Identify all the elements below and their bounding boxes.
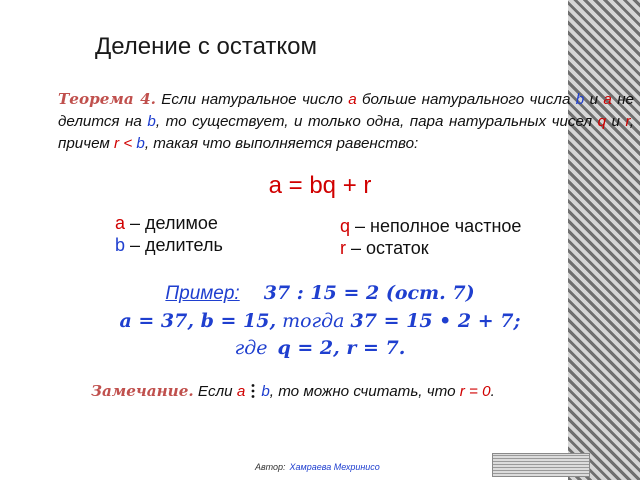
def-symbol-r: r — [340, 238, 346, 258]
remark-var-a: a — [236, 383, 246, 400]
definition-quotient — [340, 215, 521, 237]
theorem-part: и — [606, 113, 626, 130]
def-symbol-b: b — [115, 235, 126, 255]
theorem-text — [58, 88, 634, 155]
theorem-var-r: r — [625, 113, 630, 130]
definitions-right — [340, 215, 521, 259]
remark-part: Если — [193, 383, 237, 400]
decorative-lines-box — [492, 453, 590, 477]
divisibility-dots-icon — [250, 383, 256, 399]
def-text-divisor: – делитель — [125, 235, 223, 255]
theorem-var-a: a — [603, 91, 612, 108]
remark-part: . — [490, 383, 495, 400]
author-name: Хамраева Мехринисо — [289, 462, 380, 472]
author-label: Автор: — [255, 462, 286, 472]
example-word-where: где — [234, 337, 268, 359]
slide-title: Деление с остатком — [95, 33, 317, 60]
example-label: Пример: — [165, 283, 240, 304]
example-line-2 — [0, 310, 640, 332]
definition-remainder — [340, 237, 521, 259]
theorem-less-than: < — [119, 135, 137, 152]
decorative-stripe — [568, 0, 640, 480]
author-credit — [255, 462, 380, 472]
remark-r-zero: r = 0 — [459, 383, 491, 400]
definition-divisor — [115, 234, 223, 256]
theorem-var-a: a — [348, 91, 357, 108]
theorem-var-r: r — [114, 135, 120, 152]
def-symbol-q: q — [340, 216, 351, 236]
remark-var-b: b — [261, 383, 270, 400]
theorem-var-b: b — [136, 135, 145, 152]
example-line-1 — [0, 282, 640, 305]
theorem-part: Если натуральное число — [155, 91, 349, 108]
example-equation: 37 : 15 = 2 (ост. 7) — [263, 282, 475, 304]
definition-dividend — [115, 212, 223, 234]
theorem-heading: Теорема 4. — [58, 90, 156, 108]
def-text-remainder: – остаток — [346, 238, 429, 258]
example-values: a = 37, b = 15, — [119, 310, 277, 332]
example-word-then: тогда — [282, 310, 345, 332]
def-text-quotient: – неполное частное — [350, 216, 522, 236]
theorem-part: , такая что выполняется равенство: — [144, 135, 419, 152]
remark-heading: Замечание. — [91, 382, 194, 400]
def-text-dividend: – делимое — [125, 213, 218, 233]
example-check: 37 = 15 • 2 + 7; — [350, 310, 521, 332]
theorem-part: больше натурального числа — [356, 91, 576, 108]
remark-part: , то можно считать, что — [269, 383, 460, 400]
theorem-part: и — [584, 91, 604, 108]
theorem-part: , причем — [58, 113, 634, 152]
example-line-3 — [0, 337, 640, 359]
theorem-part: не делится на — [58, 91, 634, 130]
theorem-var-q: q — [597, 113, 607, 130]
definitions-left — [115, 212, 223, 256]
theorem-var-b: b — [575, 91, 585, 108]
def-symbol-a: a — [115, 213, 126, 233]
main-formula: a = bq + r — [268, 172, 372, 199]
example-result: q = 2, r = 7. — [277, 337, 406, 359]
remark-text — [91, 382, 495, 400]
theorem-var-b: b — [147, 113, 156, 130]
theorem-part: , то существует, и только одна, пара натуральных чисел — [155, 113, 598, 130]
